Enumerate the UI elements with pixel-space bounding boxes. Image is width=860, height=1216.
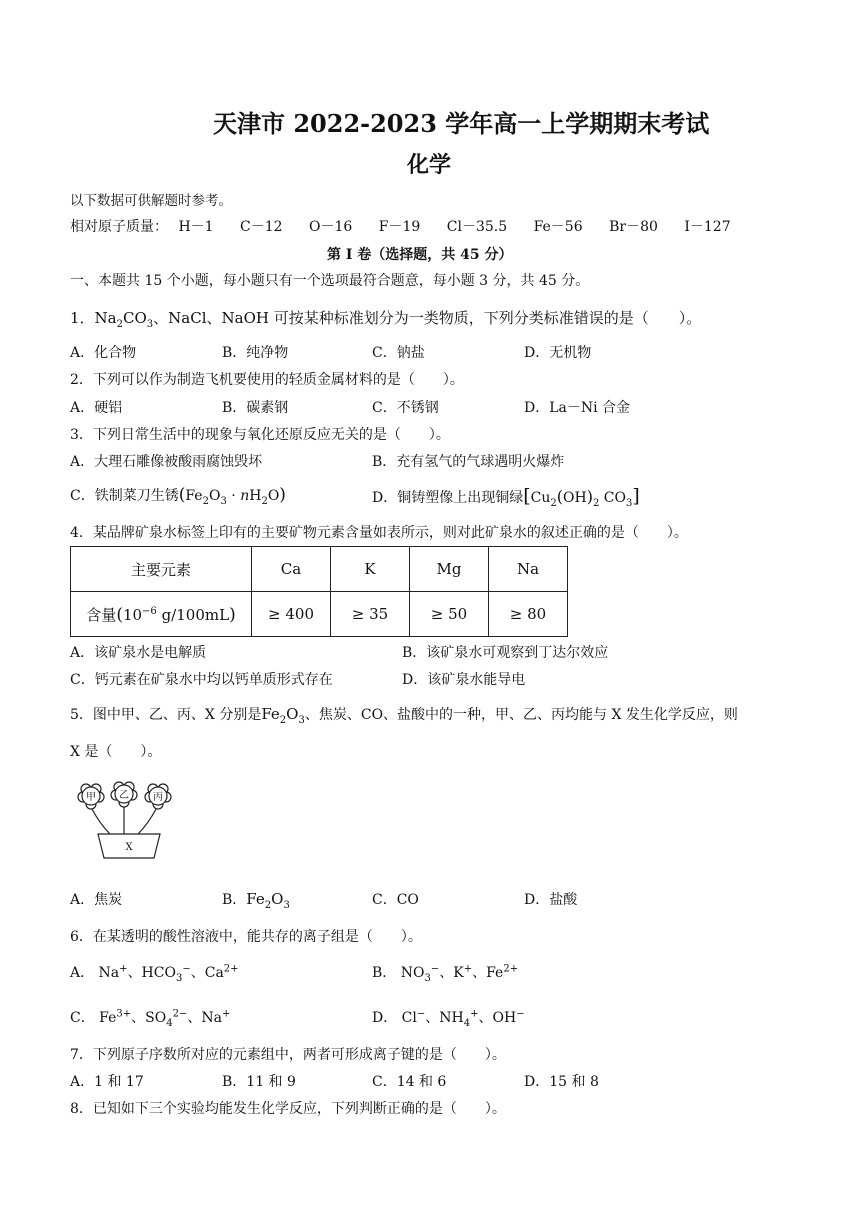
- atomic-masses-label: 相对原子质量：: [70, 219, 168, 235]
- q5-option-d: D．盐酸: [524, 892, 578, 908]
- table-cell: ≥ 400: [252, 592, 331, 637]
- q1-option-a: A．化合物: [70, 345, 137, 361]
- question-number: 1．: [70, 309, 95, 327]
- table-header-cell: Na: [489, 547, 568, 592]
- q7-option-d: D．15 和 8: [524, 1074, 599, 1090]
- pot-label: X: [125, 842, 133, 853]
- table-cell: ≥ 80: [489, 592, 568, 637]
- question-6-stem: 6．在某透明的酸性溶液中，能共存的离子组是（ ）。: [70, 929, 422, 945]
- atomic-mass: Cl－35.5: [446, 219, 508, 235]
- table-header-cell: 主要元素: [71, 547, 252, 592]
- atomic-mass: Br－80: [609, 219, 658, 235]
- formula: $Na_2CO_3$、NaCl、NaOH: [94, 309, 274, 330]
- table-header-cell: Mg: [410, 547, 489, 592]
- question-4-stem: 4．某品牌矿泉水标签上印有的主要矿物元素含量如表所示，则对此矿泉水的叙述正确的是（ ）。: [70, 525, 688, 541]
- table-cell: ≥ 50: [410, 592, 489, 637]
- atomic-mass: Fe－56: [533, 219, 583, 235]
- table-cell: ≥ 35: [331, 592, 410, 637]
- q2-option-b: B．碳素钢: [222, 400, 289, 416]
- q3-option-b: B．充有氢气的气球遇明火爆炸: [372, 454, 565, 470]
- table-header-cell: Ca: [252, 547, 331, 592]
- flower-label: 丙: [153, 792, 163, 803]
- subject-title: 化学: [407, 152, 452, 178]
- q6-option-c: C． $Fe^{3+}$、$SO_4^{2-}$、Na+: [70, 1008, 231, 1029]
- atomic-mass: O－16: [309, 219, 353, 235]
- intro-text: 以下数据可供解题时参考。: [70, 193, 232, 209]
- table-header-cell: K: [331, 547, 410, 592]
- atomic-mass: C－12: [240, 219, 283, 235]
- exam-title: 天津市 2022-2023 学年高一上学期期末考试: [213, 109, 710, 138]
- q1-option-d: D．无机物: [524, 345, 592, 361]
- q7-option-a: A．1 和 17: [70, 1074, 144, 1090]
- q6-option-b: B． $NO_3^-$、K+、$Fe^{2+}$: [372, 963, 519, 984]
- atomic-mass: F－19: [378, 219, 421, 235]
- q5-option-a: A．焦炭: [70, 892, 123, 908]
- mineral-table: [70, 546, 568, 637]
- q3-option-d: D．铜铸塑像上出现铜绿[$Cu_2(OH)_2$ $CO_3$]: [372, 485, 640, 509]
- q6-option-d: D． Cl−、$NH_4^+$、OH−: [372, 1008, 525, 1029]
- q1-option-c: C．钠盐: [372, 345, 425, 361]
- q3-option-c: C．铁制菜刀生锈$(Fe_2O_3 \cdot nH_2O)$: [70, 485, 286, 507]
- q4-option-b: B．该矿泉水可观察到丁达尔效应: [402, 645, 609, 661]
- q4-option-d: D．该矿泉水能导电: [402, 672, 526, 688]
- q2-option-c: C．不锈钢: [372, 400, 439, 416]
- q4-option-c: C．钙元素在矿泉水中均以钙单质形式存在: [70, 672, 333, 688]
- question-2-stem: 2．下列可以作为制造飞机要使用的轻质金属材料的是（ ）。: [70, 372, 464, 388]
- q4-option-a: A．该矿泉水是电解质: [70, 645, 207, 661]
- q1-option-b: B．纯净物: [222, 345, 289, 361]
- q3-option-a: A．大理石雕像被酸雨腐蚀毁坏: [70, 454, 263, 470]
- q2-option-a: A．硬铝: [70, 400, 123, 416]
- question-5-stem-cont: X 是（ ）。: [70, 744, 162, 760]
- q5-option-c: C．CO: [372, 892, 419, 908]
- atomic-masses-row: [70, 216, 731, 236]
- question-8-stem: 8．已知如下三个实验均能发生化学反应，下列判断正确的是（ ）。: [70, 1101, 506, 1117]
- q2-option-d: D．La－Ni 合金: [524, 400, 631, 416]
- table-row-label: 含量($10^{-6}$ g/100mL): [71, 592, 252, 637]
- table-row: [71, 592, 568, 637]
- flower-label: 甲: [86, 792, 96, 803]
- q5-option-b: B．$Fe_2O_3$: [222, 890, 290, 911]
- question-7-stem: 7．下列原子序数所对应的元素组中，两者可形成离子键的是（ ）。: [70, 1047, 506, 1063]
- flower-pot-diagram: [70, 778, 188, 864]
- question-text: 可按某种标准划分为一类物质，下列分类标准错误的是（ ）。: [273, 309, 702, 327]
- question-3-stem: 3．下列日常生活中的现象与氧化还原反应无关的是（ ）。: [70, 427, 450, 443]
- table-row: [71, 547, 568, 592]
- q7-option-c: C．14 和 6: [372, 1074, 447, 1090]
- q6-option-a: A． Na+、$HCO_3^-$、$Ca^{2+}$: [70, 963, 239, 984]
- section-instruction: 一、本题共 15 个小题，每小题只有一个选项最符合题意，每小题 3 分，共 45 分。: [70, 273, 590, 289]
- question-5-stem: 5．图中甲、乙、丙、X 分别是$Fe_2O_3$、焦炭、CO、盐酸中的一种，甲、乙、丙均能与 X 发生化学反应，则: [70, 705, 738, 726]
- question-1-stem: [70, 307, 701, 330]
- atomic-mass: I－127: [684, 219, 731, 235]
- section-title: 第 I 卷（选择题，共 45 分）: [327, 247, 513, 263]
- q7-option-b: B．11 和 9: [222, 1074, 296, 1090]
- flower-label: 乙: [119, 790, 129, 801]
- atomic-mass: H－1: [178, 219, 214, 235]
